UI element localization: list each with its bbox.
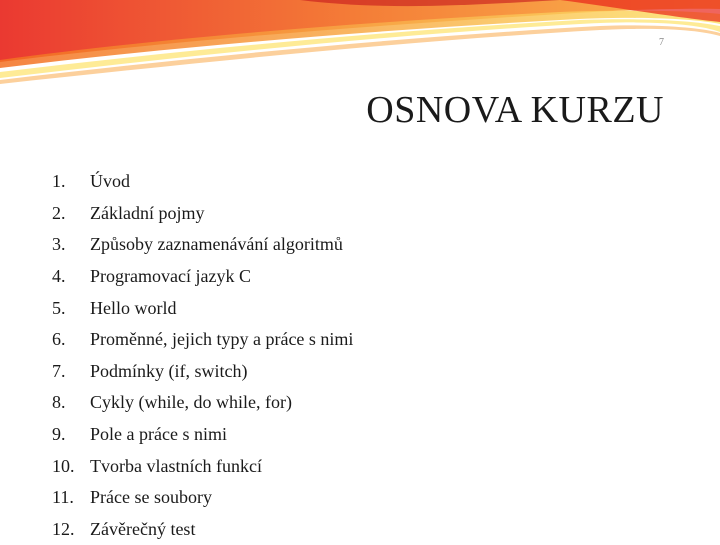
- list-item-text: Podmínky (if, switch): [90, 360, 248, 381]
- list-item: [52, 198, 353, 230]
- list-item: [52, 514, 353, 545]
- list-item: [52, 166, 353, 198]
- list-item: [52, 229, 353, 261]
- list-item-text: Hello world: [90, 297, 177, 318]
- list-item: [52, 261, 353, 293]
- list-item-text: Závěrečný test: [90, 518, 196, 539]
- list-item-text: Způsoby zaznamenávání algoritmů: [90, 234, 343, 255]
- list-item: [52, 482, 353, 514]
- decorative-swoosh: [0, 0, 720, 90]
- list-item-text: Cykly (while, do while, for): [90, 392, 292, 413]
- list-item: [52, 387, 353, 419]
- list-item-number: 5.: [52, 297, 66, 318]
- list-item-number: 4.: [52, 266, 66, 287]
- list-item-text: Pole a práce s nimi: [90, 424, 227, 445]
- list-item-number: 1.: [52, 171, 66, 192]
- list-item-number: 7.: [52, 360, 66, 381]
- slide-title: OSNOVA KURZU: [366, 89, 664, 131]
- list-item-text: Proměnné, jejich typy a práce s nimi: [90, 329, 354, 350]
- course-outline-list: [52, 166, 353, 545]
- list-item-number: 6.: [52, 329, 66, 350]
- list-item: [52, 324, 353, 356]
- list-item: [52, 356, 353, 388]
- list-item-text: Programovací jazyk C: [90, 266, 251, 287]
- list-item-text: Práce se soubory: [90, 487, 212, 508]
- list-item: [52, 450, 353, 482]
- list-item-number: 3.: [52, 234, 66, 255]
- slide-number: 7: [659, 37, 664, 48]
- list-item: [52, 419, 353, 451]
- list-item-number: 12.: [52, 518, 75, 539]
- list-item-number: 10.: [52, 455, 75, 476]
- list-item-number: 11.: [52, 487, 74, 508]
- list-item-text: Tvorba vlastních funkcí: [90, 455, 262, 476]
- list-item-text: Úvod: [90, 171, 130, 192]
- list-item-number: 2.: [52, 202, 66, 223]
- list-item: [52, 292, 353, 324]
- list-item-text: Základní pojmy: [90, 202, 205, 223]
- list-item-number: 8.: [52, 392, 66, 413]
- list-item-number: 9.: [52, 424, 66, 445]
